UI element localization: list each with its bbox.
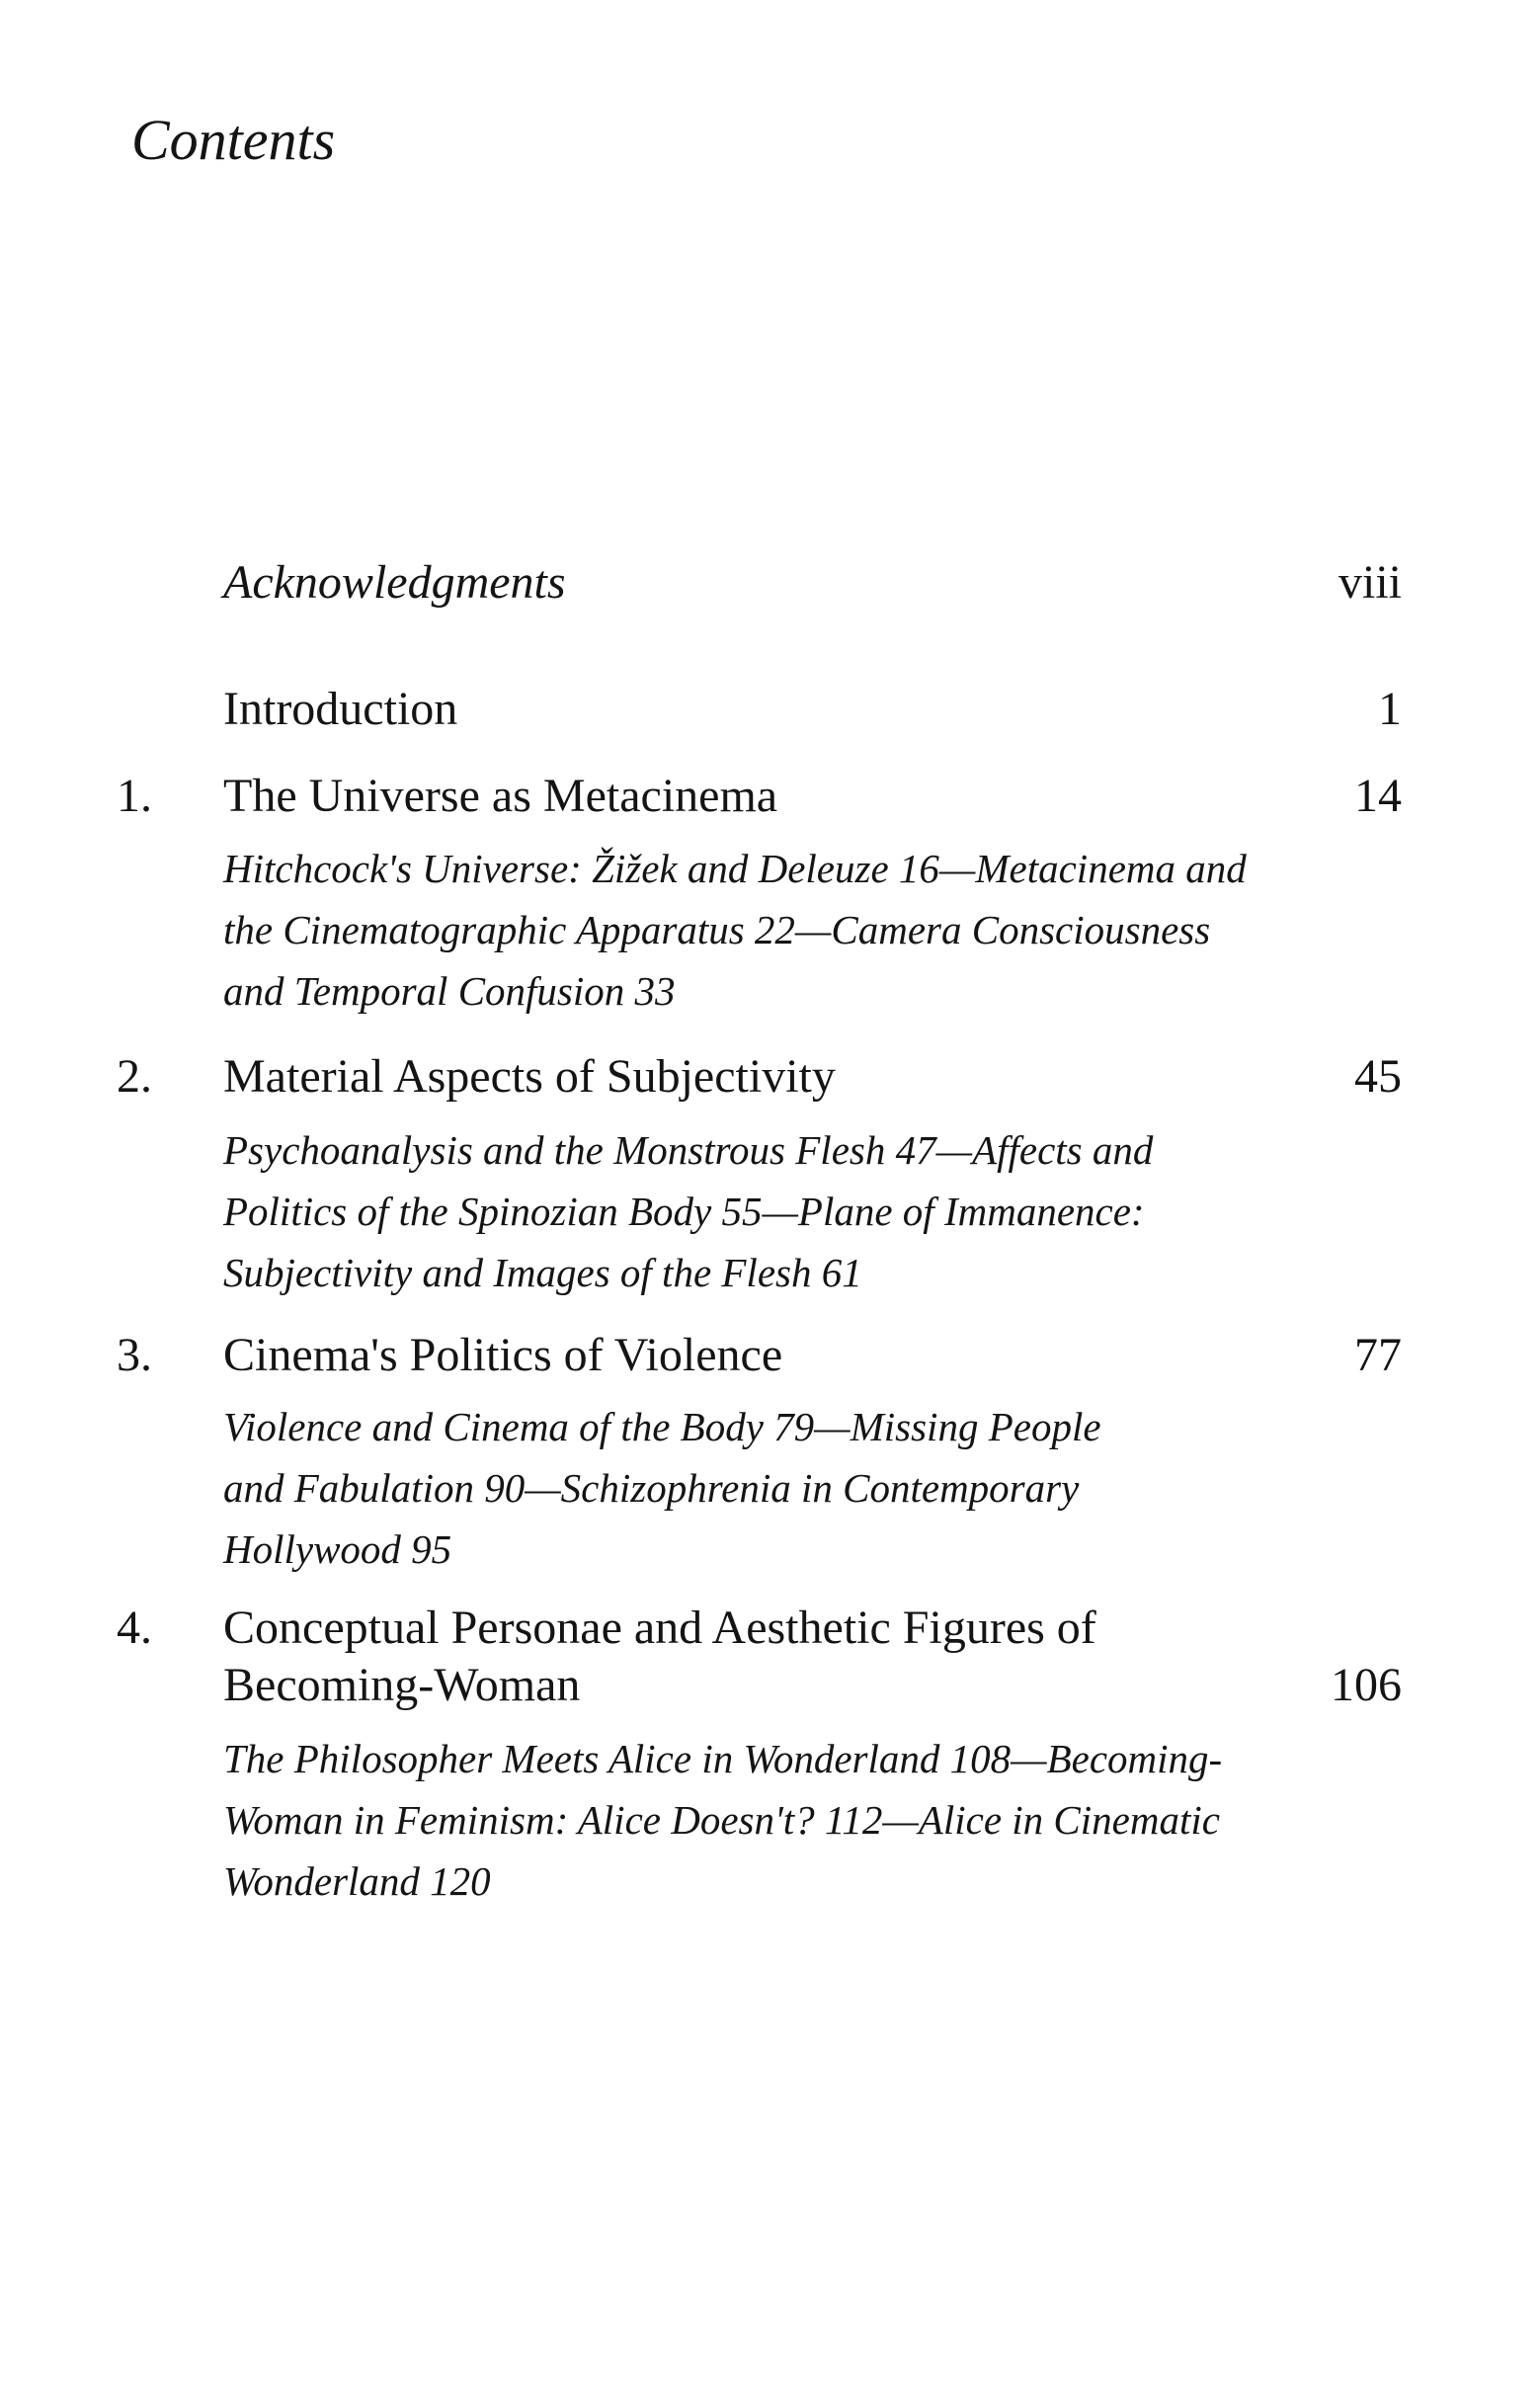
- entry-title: Introduction: [223, 683, 458, 735]
- chapter-page-number: 77: [1354, 1329, 1402, 1381]
- chapter-number: 2.: [117, 1050, 152, 1103]
- toc-entry-chapter-4-continued[interactable]: [0, 1656, 1540, 1715]
- chapter-title-line-1: Conceptual Personae and Aesthetic Figures of: [223, 1602, 1096, 1654]
- chapter-3-sections: [223, 1396, 1300, 1580]
- entry-page-number: 1: [1378, 683, 1402, 735]
- chapter-title: Material Aspects of Subjectivity: [223, 1050, 836, 1103]
- section-line: and Temporal Confusion 33: [223, 968, 676, 1014]
- section-line: the Cinematographic Apparatus 22—Camera Consciousness: [223, 907, 1211, 952]
- chapter-4-sections: [223, 1728, 1300, 1912]
- chapter-2-sections: [223, 1119, 1300, 1303]
- chapter-title: Cinema's Politics of Violence: [223, 1329, 783, 1381]
- toc-entry-chapter-3[interactable]: [0, 1326, 1540, 1385]
- toc-entry-chapter-2[interactable]: [0, 1047, 1540, 1107]
- section-line: Politics of the Spinozian Body 55—Plane of Immanence:: [223, 1189, 1145, 1234]
- section-line: Violence and Cinema of the Body 79—Missing People: [223, 1404, 1101, 1449]
- toc-entry-chapter-1[interactable]: [0, 767, 1540, 826]
- section-line: The Philosopher Meets Alice in Wonderland 108—Becoming-: [223, 1736, 1223, 1781]
- toc-entry-introduction[interactable]: [0, 680, 1540, 739]
- entry-page-number: viii: [1337, 556, 1402, 609]
- section-line: Wonderland 120: [223, 1858, 491, 1904]
- page-heading: Contents: [131, 108, 336, 172]
- chapter-number: 3.: [117, 1329, 152, 1381]
- chapter-title-line-2: Becoming-Woman: [223, 1659, 581, 1711]
- section-line: Woman in Feminism: Alice Doesn't? 112—Alice in Cinematic: [223, 1797, 1220, 1843]
- section-line: Psychoanalysis and the Monstrous Flesh 47—Affects and: [223, 1127, 1154, 1173]
- section-line: Hitchcock's Universe: Žižek and Deleuze 16—Metacinema and: [223, 846, 1247, 891]
- entry-title: Acknowledgments: [223, 556, 566, 609]
- toc-entry-chapter-4[interactable]: [0, 1599, 1540, 1658]
- chapter-1-sections: [223, 838, 1300, 1022]
- section-line: and Fabulation 90—Schizophrenia in Contemporary: [223, 1465, 1080, 1511]
- chapter-number: 4.: [117, 1602, 152, 1654]
- chapter-number: 1.: [117, 770, 152, 822]
- toc-entry-acknowledgments[interactable]: [0, 553, 1540, 613]
- chapter-page-number: 45: [1354, 1050, 1402, 1103]
- chapter-page-number: 106: [1331, 1659, 1402, 1711]
- chapter-page-number: 14: [1354, 770, 1402, 822]
- chapter-title: The Universe as Metacinema: [223, 770, 778, 822]
- section-line: Subjectivity and Images of the Flesh 61: [223, 1250, 862, 1295]
- section-line: Hollywood 95: [223, 1526, 452, 1572]
